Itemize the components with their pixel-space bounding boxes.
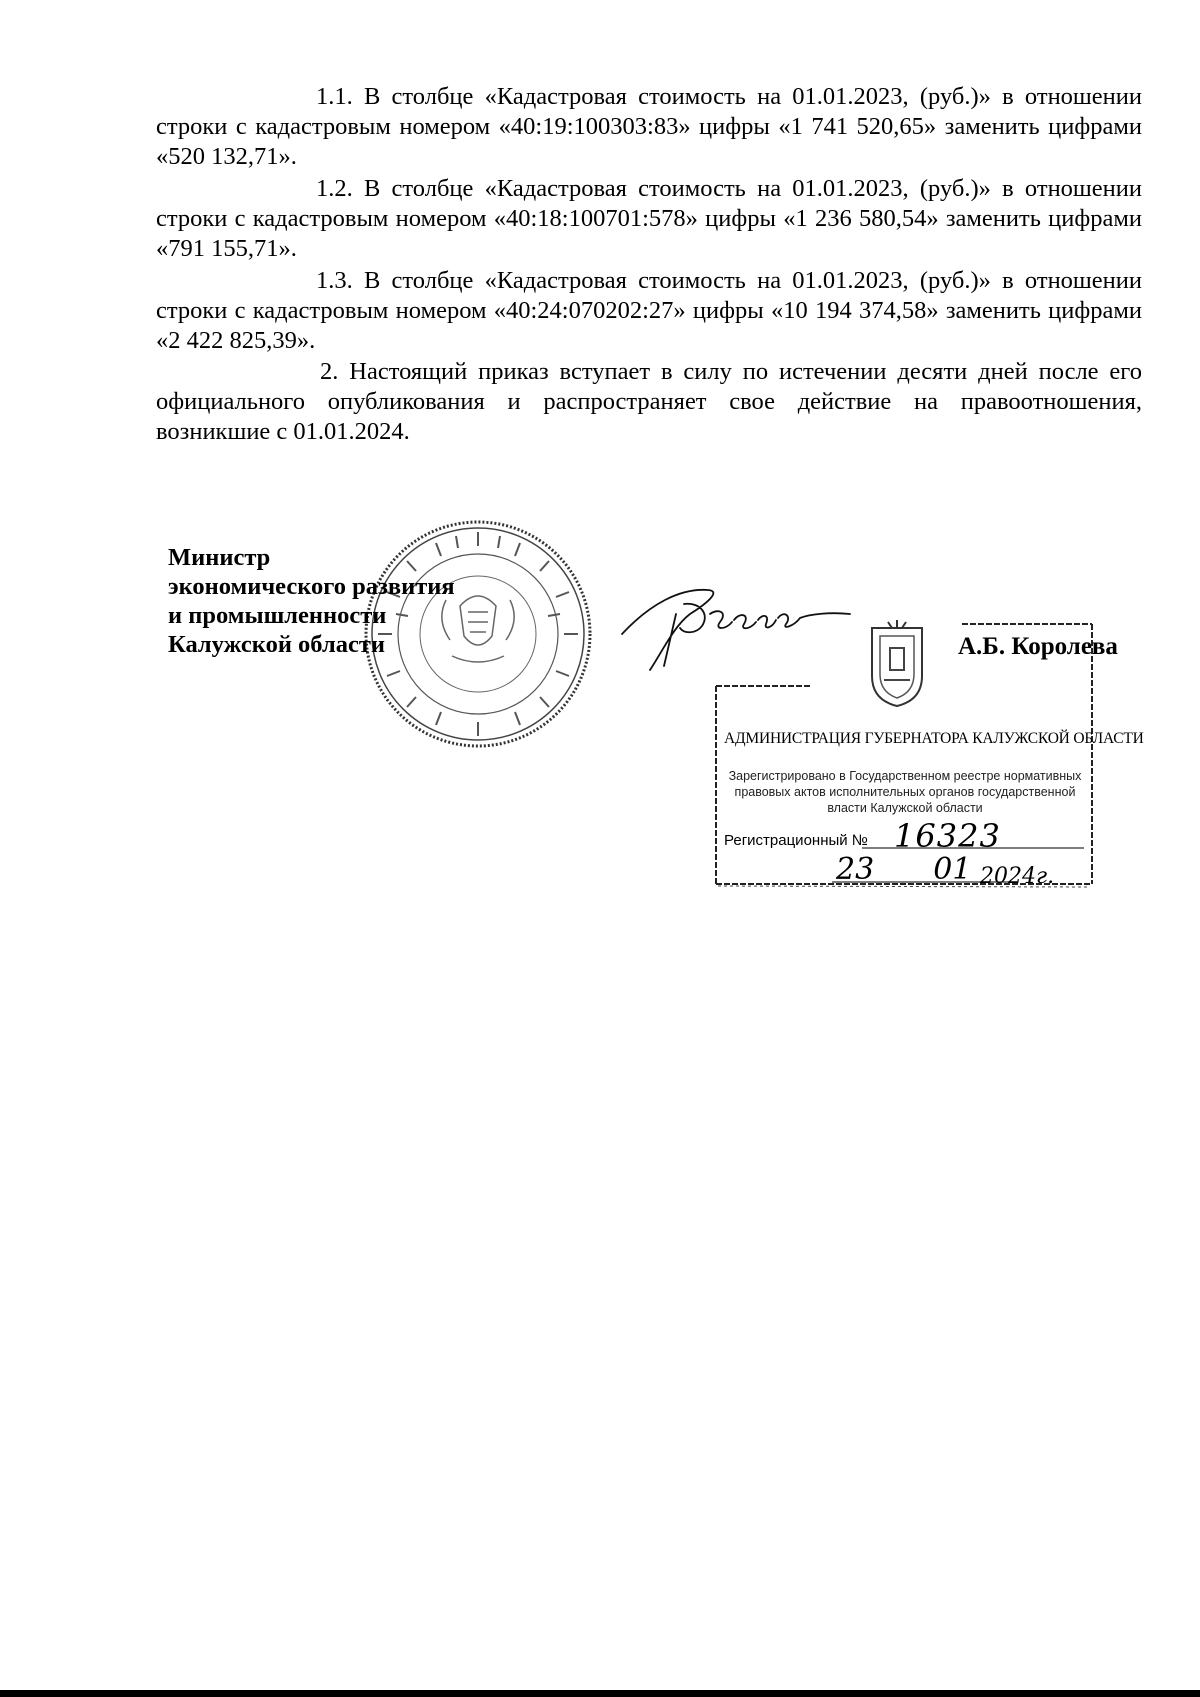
signer-name: А.Б. Королева [958, 633, 1118, 660]
paragraph-text: В столбце «Кадастровая стоимость на 01.01.2023, (руб.)» в отношении строки с кадастровым номером «40:18:100701:578» цифры «1 236 580,54» заменить цифрами «791 155,71». [156, 175, 1143, 262]
paragraph-1-1 [156, 82, 1142, 172]
scan-bottom-edge [0, 1690, 1200, 1697]
paragraph-1-2 [156, 174, 1142, 264]
coat-of-arms-icon [862, 620, 932, 710]
stamp-date-month: 01 [933, 852, 972, 887]
registration-stamp [712, 616, 1144, 889]
position-line: Министр [168, 544, 271, 571]
paragraph-2 [156, 357, 1142, 447]
paragraph-number: 2. [320, 358, 339, 385]
position-line: экономического развития [168, 573, 455, 600]
paragraph-text: Настоящий приказ вступает в силу по истечении десяти дней после его официального опубликования и распространяет свое действие на правоотношения, возникшие с 01.01.2024. [156, 358, 1142, 445]
stamp-date-year: 2024г. [980, 864, 1055, 889]
stamp-date-day: 23 [836, 852, 875, 887]
stamp-reg-number: 16323 [894, 817, 1001, 855]
position-line: и промышленности [168, 602, 387, 629]
paragraph-number: 1.1. [316, 83, 353, 110]
paragraph-1-3 [156, 266, 1142, 356]
position-line: Калужской области [168, 631, 385, 658]
paragraph-text: В столбце «Кадастровая стоимость на 01.01.2023, (руб.)» в отношении строки с кадастровым номером «40:24:070202:27» цифры «10 194 374,58» заменить цифрами «2 422 825,39». [156, 267, 1143, 354]
minister-position [168, 543, 455, 659]
paragraph-text: В столбце «Кадастровая стоимость на 01.01.2023, (руб.)» в отношении строки с кадастровым номером «40:19:100303:83» цифры «1 741 520,65» заменить цифрами «520 132,71». [156, 83, 1143, 170]
paragraph-number: 1.3. [316, 267, 353, 294]
stamp-text: Зарегистрировано в Государственном реестре нормативных правовых актов исполнительных органов государственной власти Калужской области [728, 769, 1082, 815]
stamp-title: АДМИНИСТРАЦИЯ ГУБЕРНАТОРА КАЛУЖСКОЙ ОБЛАСТИ [724, 730, 1144, 747]
stamp-date [836, 852, 971, 887]
paragraph-number: 1.2. [316, 175, 353, 202]
stamp-reg-label: Регистрационный № [724, 832, 868, 849]
